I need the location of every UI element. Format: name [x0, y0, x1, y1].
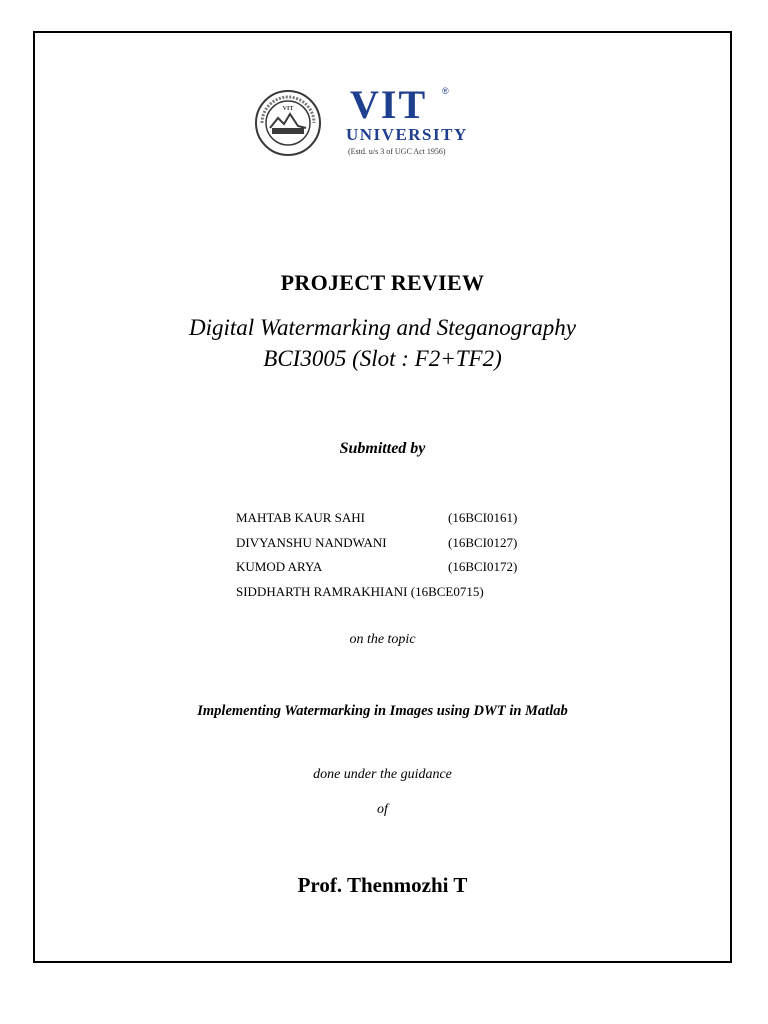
vit-wordmark-icon — [342, 80, 482, 160]
page-title: PROJECT REVIEW — [280, 270, 485, 295]
member-row — [236, 580, 556, 605]
project-topic: Implementing Watermarking in Images using DWT in Matlab — [197, 703, 568, 719]
on-topic-label: on the topic — [349, 632, 416, 647]
member-row — [236, 555, 556, 580]
member-list — [236, 506, 556, 604]
member-name: SIDDHARTH RAMRAKHIANI — [236, 583, 408, 599]
svg-text:VIT: VIT — [350, 82, 428, 127]
submitted-by-label: Submitted by — [339, 440, 426, 457]
member-name: DIVYANSHU NANDWANI — [236, 534, 387, 550]
guidance-label: done under the guidance — [313, 767, 452, 782]
member-name: KUMOD ARYA — [236, 559, 323, 574]
member-name: MAHTAB KAUR SAHI — [236, 510, 365, 525]
guide-name: Prof. Thenmozhi T — [297, 873, 468, 897]
page-border — [33, 31, 732, 963]
svg-text:VIT: VIT — [282, 106, 294, 112]
member-id: (16BCI0161) — [448, 510, 518, 525]
member-id: (16BCI0172) — [448, 559, 518, 574]
member-row — [236, 506, 556, 531]
svg-text:UNIVERSITY: UNIVERSITY — [346, 125, 468, 144]
university-seal-icon — [250, 88, 330, 158]
course-title: Digital Watermarking and Steganography — [189, 315, 576, 340]
course-subject — [33, 312, 732, 374]
member-id: (16BCI0127) — [448, 534, 518, 550]
member-id: (16BCE0715) — [410, 583, 484, 599]
svg-text:®: ® — [442, 86, 449, 96]
course-code: BCI3005 (Slot : F2+TF2) — [263, 346, 502, 371]
svg-text:(Estd. u/s 3 of UGC Act 1956): (Estd. u/s 3 of UGC Act 1956) — [348, 147, 446, 156]
university-logo — [250, 80, 480, 160]
member-row — [236, 531, 556, 556]
of-label: of — [377, 802, 388, 817]
